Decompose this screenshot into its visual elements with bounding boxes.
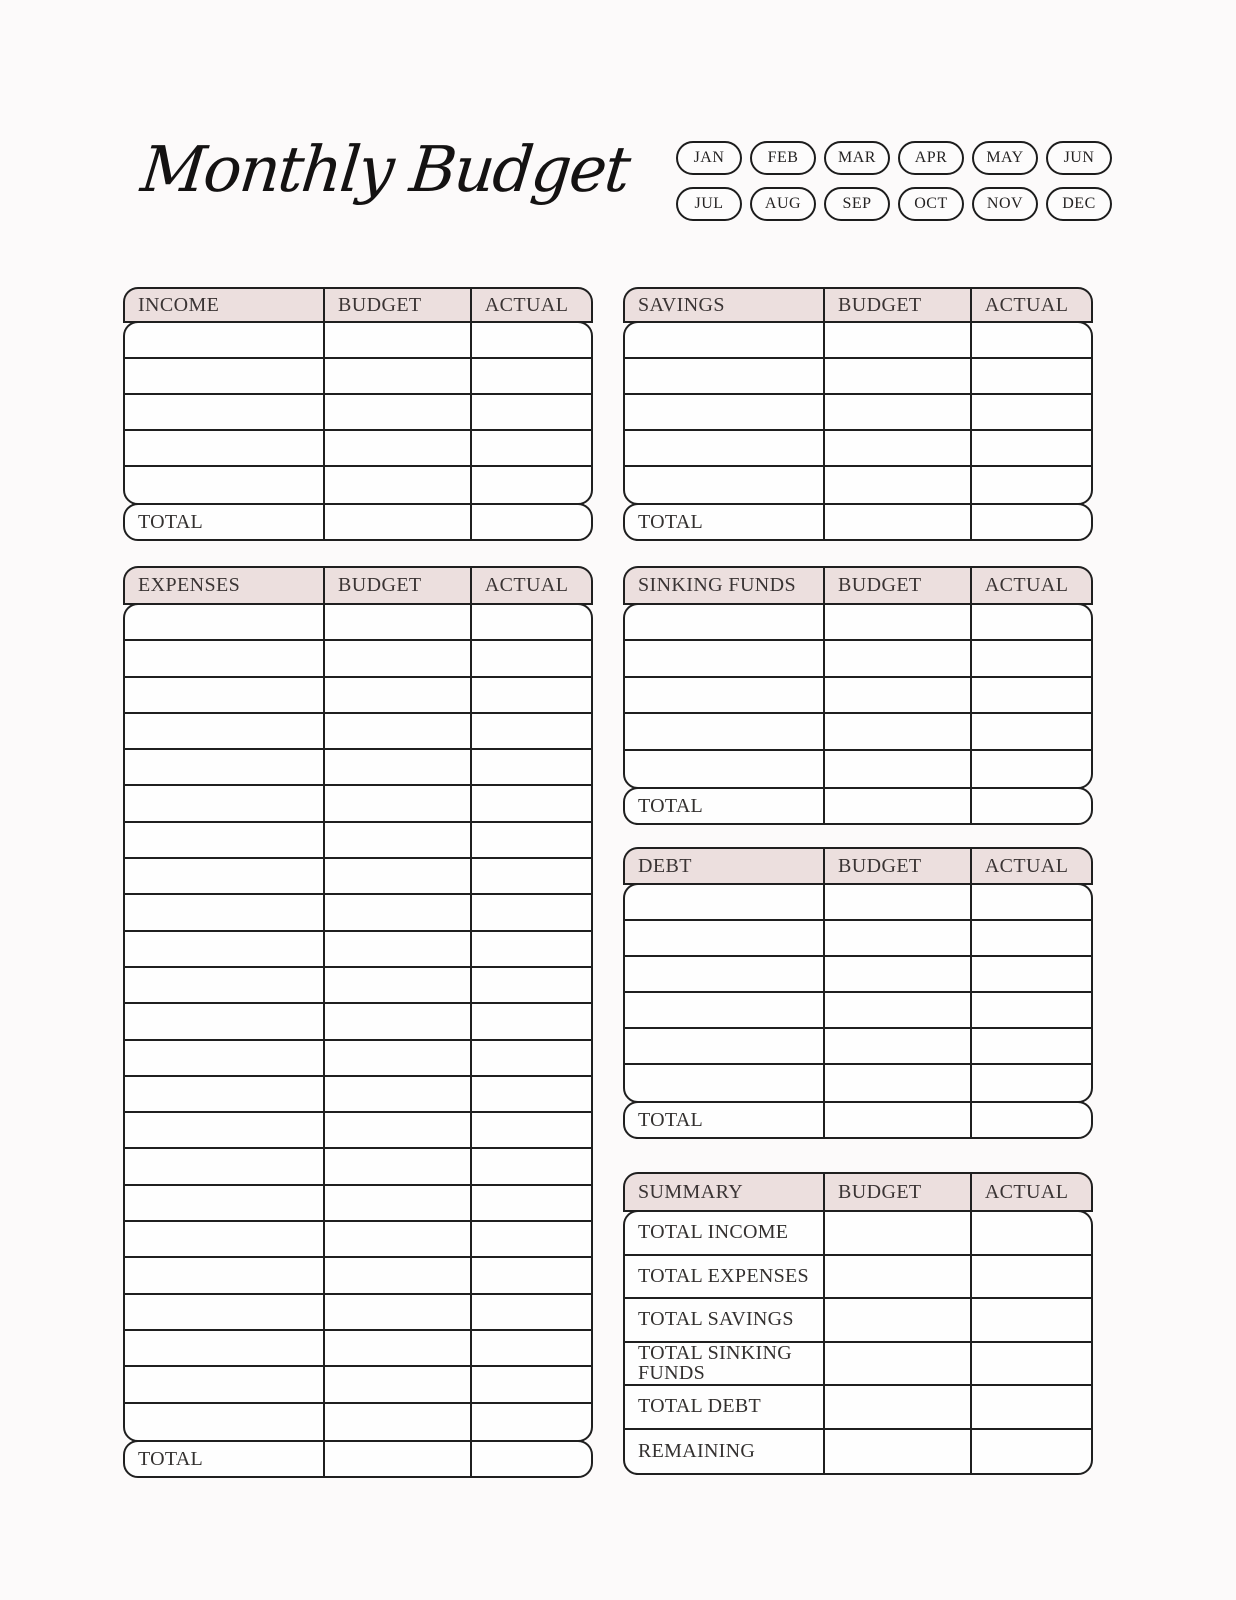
actual-value-cell[interactable] — [970, 323, 1091, 357]
month-pill-apr[interactable]: APR — [898, 141, 964, 175]
month-pill-sep[interactable]: SEP — [824, 187, 890, 221]
actual-value-cell[interactable] — [470, 750, 591, 784]
actual-column-header: ACTUAL — [970, 1174, 1091, 1210]
budget-column-header: BUDGET — [823, 289, 970, 321]
budget-value-cell[interactable] — [823, 1065, 970, 1101]
item-name-cell[interactable] — [625, 993, 823, 1027]
total-budget-cell[interactable] — [823, 1103, 970, 1137]
actual-value-cell[interactable] — [470, 859, 591, 893]
actual-value-cell[interactable] — [470, 1258, 591, 1292]
actual-value-cell[interactable] — [970, 641, 1091, 675]
budget-value-cell[interactable] — [823, 957, 970, 991]
summary-label-cell: TOTAL EXPENSES — [638, 1264, 809, 1287]
summary-label-cell: TOTAL DEBT — [638, 1395, 762, 1418]
item-name-cell[interactable] — [125, 1295, 323, 1329]
budget-value-cell[interactable] — [823, 885, 970, 919]
actual-column-header: ACTUAL — [470, 568, 591, 603]
summary-row-total-savings — [625, 1299, 1091, 1343]
actual-value-cell[interactable] — [470, 641, 591, 675]
table-row — [625, 395, 1091, 431]
month-pill-oct[interactable]: OCT — [898, 187, 964, 221]
actual-column-header: ACTUAL — [970, 289, 1091, 321]
item-name-cell[interactable] — [125, 823, 323, 857]
savings-table — [623, 287, 1093, 541]
debt-column-header: DEBT — [638, 854, 692, 877]
actual-value-cell[interactable] — [470, 678, 591, 712]
actual-value-cell[interactable] — [470, 1331, 591, 1365]
actual-value-cell[interactable] — [970, 359, 1091, 393]
budget-column-header: BUDGET — [823, 849, 970, 883]
actual-value-cell[interactable] — [470, 895, 591, 929]
item-name-cell[interactable] — [125, 605, 323, 639]
table-row — [625, 678, 1091, 714]
table-row — [125, 1004, 591, 1040]
actual-value-cell[interactable] — [470, 359, 591, 393]
summary-label-cell: TOTAL SINKING FUNDS — [638, 1342, 792, 1384]
item-name-cell[interactable] — [625, 641, 823, 675]
table-row — [125, 968, 591, 1004]
budget-value-cell[interactable] — [323, 859, 470, 893]
summary-row-total-debt — [625, 1386, 1091, 1430]
savings-column-header: SAVINGS — [638, 293, 725, 316]
table-row — [625, 1065, 1091, 1101]
budget-value-cell[interactable] — [323, 641, 470, 675]
budget-value-cell[interactable] — [323, 1186, 470, 1220]
income-table — [123, 287, 593, 541]
month-selector — [676, 141, 1112, 221]
table-row — [625, 323, 1091, 359]
item-name-cell[interactable] — [125, 641, 323, 675]
budget-value-cell[interactable] — [823, 605, 970, 639]
summary-label-cell: TOTAL SAVINGS — [638, 1308, 794, 1331]
budget-value-cell[interactable] — [823, 1299, 970, 1341]
summary-label-cell: TOTAL INCOME — [638, 1221, 789, 1244]
actual-value-cell[interactable] — [970, 1029, 1091, 1063]
actual-column-header: ACTUAL — [470, 289, 591, 321]
item-name-cell[interactable] — [625, 467, 823, 503]
actual-value-cell[interactable] — [970, 1256, 1091, 1298]
budget-value-cell[interactable] — [323, 431, 470, 465]
budget-value-cell[interactable] — [323, 750, 470, 784]
budget-value-cell[interactable] — [323, 1004, 470, 1038]
actual-value-cell[interactable] — [970, 1343, 1091, 1385]
actual-value-cell[interactable] — [970, 1212, 1091, 1254]
budget-value-cell[interactable] — [323, 1258, 470, 1292]
actual-value-cell[interactable] — [470, 431, 591, 465]
summary-label-cell: REMAINING — [638, 1439, 756, 1462]
budget-value-cell[interactable] — [323, 359, 470, 393]
actual-value-cell[interactable] — [970, 1386, 1091, 1428]
item-name-cell[interactable] — [125, 431, 323, 465]
table-row — [625, 467, 1091, 503]
table-row — [625, 885, 1091, 921]
item-name-cell[interactable] — [625, 359, 823, 393]
expenses-table-body — [123, 603, 593, 1442]
item-name-cell[interactable] — [625, 921, 823, 955]
actual-column-header: ACTUAL — [970, 568, 1091, 603]
actual-value-cell[interactable] — [970, 431, 1091, 465]
table-row — [125, 1041, 591, 1077]
table-row — [625, 957, 1091, 993]
table-row — [625, 993, 1091, 1029]
table-row — [125, 359, 591, 395]
budget-value-cell[interactable] — [823, 1430, 970, 1474]
income-table-header — [123, 287, 593, 323]
table-row — [125, 605, 591, 641]
budget-value-cell[interactable] — [323, 1404, 470, 1440]
budget-value-cell[interactable] — [323, 1113, 470, 1147]
item-name-cell[interactable] — [125, 750, 323, 784]
table-row — [125, 1367, 591, 1403]
budget-value-cell[interactable] — [323, 968, 470, 1002]
item-name-cell[interactable] — [125, 1077, 323, 1111]
item-name-cell[interactable] — [125, 359, 323, 393]
income-column-header: INCOME — [138, 293, 220, 316]
item-name-cell[interactable] — [125, 932, 323, 966]
month-pill-jun[interactable]: JUN — [1046, 141, 1112, 175]
actual-value-cell[interactable] — [970, 1065, 1091, 1101]
sinking-funds-table-body — [623, 603, 1093, 789]
actual-value-cell[interactable] — [470, 714, 591, 748]
actual-value-cell[interactable] — [470, 823, 591, 857]
table-row — [125, 750, 591, 786]
actual-value-cell[interactable] — [470, 395, 591, 429]
total-actual-cell[interactable] — [970, 789, 1091, 823]
table-row — [625, 751, 1091, 787]
table-row — [125, 678, 591, 714]
budget-value-cell[interactable] — [323, 823, 470, 857]
budget-value-cell[interactable] — [823, 678, 970, 712]
actual-value-cell[interactable] — [470, 323, 591, 357]
table-row — [625, 714, 1091, 750]
total-budget-cell[interactable] — [323, 505, 470, 539]
table-row — [625, 921, 1091, 957]
item-name-cell[interactable] — [125, 1186, 323, 1220]
table-row — [125, 932, 591, 968]
item-name-cell[interactable] — [125, 395, 323, 429]
savings-table-header — [623, 287, 1093, 323]
summary-row-total-sinking-funds — [625, 1343, 1091, 1387]
item-name-cell[interactable] — [625, 1065, 823, 1101]
budget-value-cell[interactable] — [823, 431, 970, 465]
item-name-cell[interactable] — [125, 323, 323, 357]
page-title: Monthly Budget — [137, 132, 633, 206]
total-actual-cell[interactable] — [470, 505, 591, 539]
budget-value-cell[interactable] — [823, 751, 970, 787]
item-name-cell[interactable] — [625, 957, 823, 991]
total-budget-cell[interactable] — [823, 505, 970, 539]
budget-value-cell[interactable] — [823, 714, 970, 748]
table-row — [125, 1149, 591, 1185]
month-pill-dec[interactable]: DEC — [1046, 187, 1112, 221]
table-row — [125, 1186, 591, 1222]
item-name-cell[interactable] — [625, 751, 823, 787]
summary-table — [623, 1172, 1093, 1475]
actual-value-cell[interactable] — [470, 786, 591, 820]
actual-value-cell[interactable] — [970, 714, 1091, 748]
actual-value-cell[interactable] — [470, 1041, 591, 1075]
budget-value-cell[interactable] — [323, 1077, 470, 1111]
item-name-cell[interactable] — [125, 1113, 323, 1147]
actual-value-cell[interactable] — [970, 1299, 1091, 1341]
item-name-cell[interactable] — [125, 1331, 323, 1365]
item-name-cell[interactable] — [125, 859, 323, 893]
total-actual-cell[interactable] — [970, 1103, 1091, 1137]
summary-column-header: SUMMARY — [638, 1180, 744, 1203]
table-row — [625, 641, 1091, 677]
actual-value-cell[interactable] — [970, 957, 1091, 991]
budget-value-cell[interactable] — [823, 1386, 970, 1428]
item-name-cell[interactable] — [125, 714, 323, 748]
actual-value-cell[interactable] — [970, 395, 1091, 429]
actual-value-cell[interactable] — [470, 1149, 591, 1183]
budget-column-header: BUDGET — [823, 1174, 970, 1210]
expenses-table-header — [123, 566, 593, 605]
table-row — [625, 359, 1091, 395]
actual-column-header: ACTUAL — [970, 849, 1091, 883]
budget-value-cell[interactable] — [323, 605, 470, 639]
actual-value-cell[interactable] — [970, 993, 1091, 1027]
month-pill-jan[interactable]: JAN — [676, 141, 742, 175]
budget-value-cell[interactable] — [323, 1041, 470, 1075]
table-row — [125, 641, 591, 677]
table-row — [625, 1029, 1091, 1065]
actual-value-cell[interactable] — [970, 751, 1091, 787]
actual-value-cell[interactable] — [470, 1186, 591, 1220]
actual-value-cell[interactable] — [970, 605, 1091, 639]
month-pill-mar[interactable]: MAR — [824, 141, 890, 175]
table-row — [125, 431, 591, 467]
table-row — [125, 895, 591, 931]
table-row — [125, 1113, 591, 1149]
debt-table-header — [623, 847, 1093, 885]
budget-value-cell[interactable] — [323, 786, 470, 820]
income-total-row — [123, 503, 593, 541]
budget-value-cell[interactable] — [823, 1212, 970, 1254]
budget-value-cell[interactable] — [323, 1149, 470, 1183]
month-pill-aug[interactable]: AUG — [750, 187, 816, 221]
actual-value-cell[interactable] — [470, 605, 591, 639]
actual-value-cell[interactable] — [470, 1113, 591, 1147]
income-table-body — [123, 321, 593, 505]
summary-row-total-expenses — [625, 1256, 1091, 1300]
actual-value-cell[interactable] — [470, 1077, 591, 1111]
table-row — [125, 1222, 591, 1258]
total-actual-cell[interactable] — [470, 1442, 591, 1476]
budget-value-cell[interactable] — [823, 921, 970, 955]
total-label-cell: TOTAL — [638, 1108, 704, 1131]
table-row — [125, 786, 591, 822]
budget-value-cell[interactable] — [323, 1295, 470, 1329]
debt-table-body — [623, 883, 1093, 1103]
item-name-cell[interactable] — [125, 1004, 323, 1038]
debt-total-row — [623, 1101, 1093, 1139]
budget-value-cell[interactable] — [323, 395, 470, 429]
savings-table-body — [623, 321, 1093, 505]
budget-value-cell[interactable] — [823, 993, 970, 1027]
actual-value-cell[interactable] — [970, 467, 1091, 503]
table-row — [125, 395, 591, 431]
table-row — [125, 823, 591, 859]
month-pill-may[interactable]: MAY — [972, 141, 1038, 175]
budget-column-header: BUDGET — [823, 568, 970, 603]
item-name-cell[interactable] — [625, 431, 823, 465]
item-name-cell[interactable] — [625, 714, 823, 748]
sinking-funds-table-header — [623, 566, 1093, 605]
budget-value-cell[interactable] — [823, 1256, 970, 1298]
budget-value-cell[interactable] — [823, 467, 970, 503]
sinking-funds-total-row — [623, 787, 1093, 825]
item-name-cell[interactable] — [125, 1149, 323, 1183]
total-label-cell: TOTAL — [638, 510, 704, 533]
total-label-cell: TOTAL — [638, 794, 704, 817]
budget-value-cell[interactable] — [323, 467, 470, 503]
item-name-cell[interactable] — [125, 786, 323, 820]
item-name-cell[interactable] — [125, 1404, 323, 1440]
budget-column-header: BUDGET — [323, 289, 470, 321]
summary-row-total-income — [625, 1212, 1091, 1256]
savings-total-row — [623, 503, 1093, 541]
item-name-cell[interactable] — [625, 395, 823, 429]
item-name-cell[interactable] — [125, 467, 323, 503]
total-budget-cell[interactable] — [323, 1442, 470, 1476]
actual-value-cell[interactable] — [970, 921, 1091, 955]
total-actual-cell[interactable] — [970, 505, 1091, 539]
budget-value-cell[interactable] — [823, 1343, 970, 1385]
item-name-cell[interactable] — [625, 885, 823, 919]
actual-value-cell[interactable] — [470, 968, 591, 1002]
summary-table-body — [623, 1210, 1093, 1475]
expenses-total-row — [123, 1440, 593, 1478]
actual-value-cell[interactable] — [470, 1295, 591, 1329]
table-row — [125, 1258, 591, 1294]
sinking-funds-table — [623, 566, 1093, 825]
month-pill-jul[interactable]: JUL — [676, 187, 742, 221]
budget-value-cell[interactable] — [323, 1331, 470, 1365]
month-row-first-half — [676, 141, 1112, 175]
actual-value-cell[interactable] — [470, 932, 591, 966]
table-row — [625, 431, 1091, 467]
item-name-cell[interactable] — [625, 323, 823, 357]
item-name-cell[interactable] — [125, 968, 323, 1002]
actual-value-cell[interactable] — [470, 1367, 591, 1401]
item-name-cell[interactable] — [625, 678, 823, 712]
month-pill-nov[interactable]: NOV — [972, 187, 1038, 221]
budget-value-cell[interactable] — [823, 323, 970, 357]
budget-value-cell[interactable] — [323, 932, 470, 966]
table-row — [125, 1404, 591, 1440]
month-pill-feb[interactable]: FEB — [750, 141, 816, 175]
item-name-cell[interactable] — [125, 678, 323, 712]
expenses-table — [123, 566, 593, 1478]
summary-row-remaining — [625, 1430, 1091, 1474]
item-name-cell[interactable] — [125, 1222, 323, 1256]
budget-value-cell[interactable] — [323, 895, 470, 929]
actual-value-cell[interactable] — [970, 678, 1091, 712]
budget-value-cell[interactable] — [323, 1367, 470, 1401]
table-row — [125, 1295, 591, 1331]
table-row — [125, 467, 591, 503]
budget-value-cell[interactable] — [323, 323, 470, 357]
actual-value-cell[interactable] — [470, 467, 591, 503]
total-budget-cell[interactable] — [823, 789, 970, 823]
budget-value-cell[interactable] — [823, 641, 970, 675]
actual-value-cell[interactable] — [970, 885, 1091, 919]
budget-value-cell[interactable] — [823, 1029, 970, 1063]
actual-value-cell[interactable] — [470, 1404, 591, 1440]
actual-value-cell[interactable] — [470, 1004, 591, 1038]
table-row — [125, 714, 591, 750]
table-row — [125, 859, 591, 895]
summary-table-header — [623, 1172, 1093, 1212]
budget-value-cell[interactable] — [323, 678, 470, 712]
total-label-cell: TOTAL — [138, 510, 204, 533]
table-row — [125, 1331, 591, 1367]
item-name-cell[interactable] — [125, 895, 323, 929]
actual-value-cell[interactable] — [470, 1222, 591, 1256]
budget-value-cell[interactable] — [823, 359, 970, 393]
expenses-column-header: EXPENSES — [138, 574, 241, 596]
sinking-funds-column-header: SINKING FUNDS — [638, 574, 796, 596]
debt-table — [623, 847, 1093, 1139]
item-name-cell[interactable] — [125, 1367, 323, 1401]
table-row — [125, 1077, 591, 1113]
table-row — [125, 323, 591, 359]
month-row-second-half — [676, 187, 1112, 221]
item-name-cell[interactable] — [125, 1258, 323, 1292]
actual-value-cell[interactable] — [970, 1430, 1091, 1474]
budget-column-header: BUDGET — [323, 568, 470, 603]
budget-value-cell[interactable] — [323, 1222, 470, 1256]
table-row — [625, 605, 1091, 641]
budget-value-cell[interactable] — [323, 714, 470, 748]
item-name-cell[interactable] — [125, 1041, 323, 1075]
item-name-cell[interactable] — [625, 1029, 823, 1063]
budget-value-cell[interactable] — [823, 395, 970, 429]
total-label-cell: TOTAL — [138, 1447, 204, 1470]
item-name-cell[interactable] — [625, 605, 823, 639]
